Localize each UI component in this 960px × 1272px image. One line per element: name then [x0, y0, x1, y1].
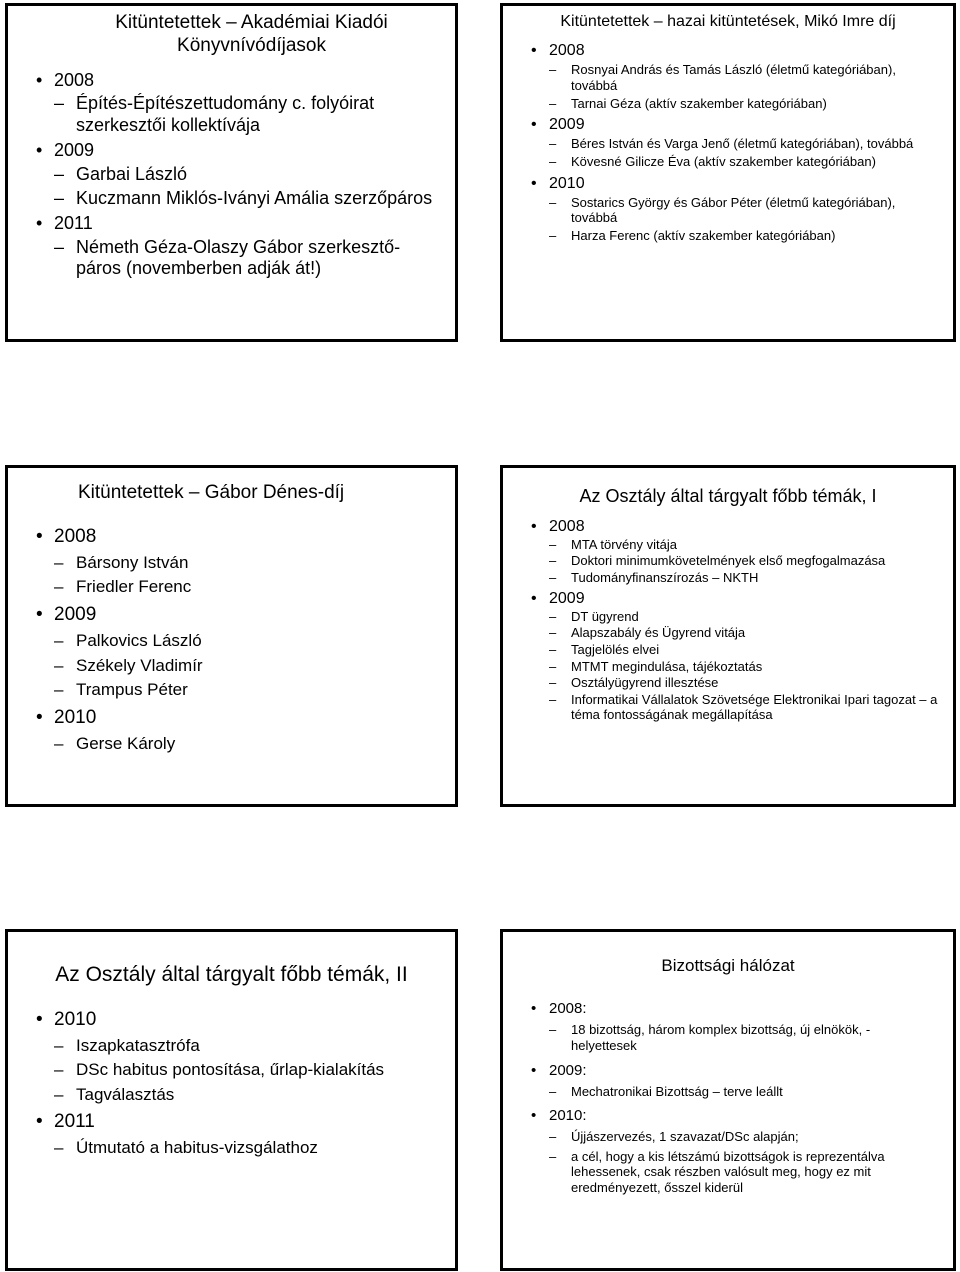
list-item: – Németh Géza-Olaszy Gábor szerkesztő-páros (novemberben adják át!)	[32, 237, 435, 280]
year-item: • 2010:	[527, 1107, 939, 1125]
slide-body	[8, 58, 455, 280]
year-item: • 2008	[527, 41, 939, 60]
list-item: – Béres István és Varga Jenő (életmű kategóriában), továbbá	[527, 136, 939, 152]
slide-title: Az Osztály által tárgyalt főbb témák, I	[579, 486, 877, 506]
list-item: – Friedler Ferenc	[32, 577, 435, 597]
list-item: – Kövesné Gilicze Éva (aktív szakember kategóriában)	[527, 154, 939, 170]
list-item: – Bársony István	[32, 553, 435, 573]
year-item: • 2009	[32, 140, 435, 162]
list-item: – Tagjelölés elvei	[527, 642, 939, 658]
year-item: • 2009	[527, 589, 939, 608]
slide-body	[503, 976, 953, 1195]
slide-title: Kitüntetettek – Akadémiai Kiadói Könyvnívódíjasok	[115, 12, 388, 56]
list-item: – Osztályügyrend illesztése	[527, 675, 939, 691]
list-item: – Alapszabály és Ügyrend vitája	[527, 625, 939, 641]
slide-body	[8, 505, 455, 755]
slide-body	[8, 987, 455, 1158]
list-item: – Tagválasztás	[32, 1085, 435, 1105]
year-item: • 2008	[527, 517, 939, 536]
list-item: – MTMT megindulása, tájékoztatás	[527, 659, 939, 675]
slide-title: Kitüntetettek – hazai kitüntetések, Mikó Imre díj	[560, 13, 896, 30]
list-item: – Sostarics György és Gábor Péter (életmű kategóriában), továbbá	[527, 195, 939, 226]
list-item: – Doktori minimumkövetelmények első megfogalmazása	[527, 553, 939, 569]
slide-title: Az Osztály által tárgyalt főbb témák, II	[55, 963, 408, 986]
slide-temak-2	[5, 929, 458, 1271]
year-item: • 2010	[32, 707, 435, 730]
year-item: • 2008	[32, 526, 435, 549]
year-item: • 2009:	[527, 1062, 939, 1080]
list-item: – Trampus Péter	[32, 680, 435, 700]
list-item: – Kuczmann Miklós-Iványi Amália szerzőpáros	[32, 188, 435, 210]
list-item: – Mechatronikai Bizottság – terve leállt	[527, 1084, 939, 1100]
year-item: • 2010	[527, 174, 939, 193]
year-item: • 2008	[32, 70, 435, 92]
list-item: – DT ügyrend	[527, 609, 939, 625]
list-item: – Rosnyai András és Tamás László (életmű kategóriában), továbbá	[527, 62, 939, 93]
list-item: – Útmutató a habitus-vizsgálathoz	[32, 1138, 435, 1158]
list-item: – 18 bizottság, három komplex bizottság, új elnökök, - helyettesek	[527, 1022, 939, 1053]
slide-temak-1	[500, 465, 956, 807]
slide-body	[503, 31, 953, 243]
list-item: – Informatikai Vállalatok Szövetsége Elektronikai Ipari tagozat – a téma fontosságának megállapítása	[527, 692, 939, 723]
slide-miko-imre-dij	[500, 3, 956, 342]
list-item: – Harza Ferenc (aktív szakember kategóriában)	[527, 228, 939, 244]
list-item: – MTA törvény vitája	[527, 537, 939, 553]
year-item: • 2009	[527, 115, 939, 134]
slide-bizottsagi-halozat	[500, 929, 956, 1271]
list-item: – Iszapkatasztrófa	[32, 1036, 435, 1056]
slide-akademiai-kiado	[5, 3, 458, 342]
list-item: – Garbai László	[32, 164, 435, 186]
list-item: – DSc habitus pontosítása, űrlap-kialakítás	[32, 1060, 435, 1080]
list-item: – a cél, hogy a kis létszámú bizottságok is reprezentálva lehessenek, csak részben valósult meg, hogy ez mit eredményezett, ősszel kiderül	[527, 1149, 939, 1196]
slide-title: Bizottsági hálózat	[661, 956, 795, 975]
list-item: – Újjászervezés, 1 szavazat/DSc alapján;	[527, 1129, 939, 1145]
list-item: – Tudományfinanszírozás – NKTH	[527, 570, 939, 586]
year-item: • 2010	[32, 1009, 435, 1032]
year-item: • 2011	[32, 1111, 435, 1134]
slide-body	[503, 508, 953, 723]
list-item: – Tarnai Géza (aktív szakember kategóriában)	[527, 96, 939, 112]
slide-gabor-denes-dij	[5, 465, 458, 807]
list-item: – Székely Vladimír	[32, 656, 435, 676]
list-item: – Palkovics László	[32, 631, 435, 651]
year-item: • 2008:	[527, 1000, 939, 1018]
year-item: • 2009	[32, 604, 435, 627]
list-item: – Gerse Károly	[32, 734, 435, 754]
year-item: • 2011	[32, 213, 435, 235]
list-item: – Építés-Építészettudomány c. folyóirat szerkesztői kollektívája	[32, 93, 435, 136]
slide-title: Kitüntetettek – Gábor Dénes-díj	[78, 482, 345, 503]
